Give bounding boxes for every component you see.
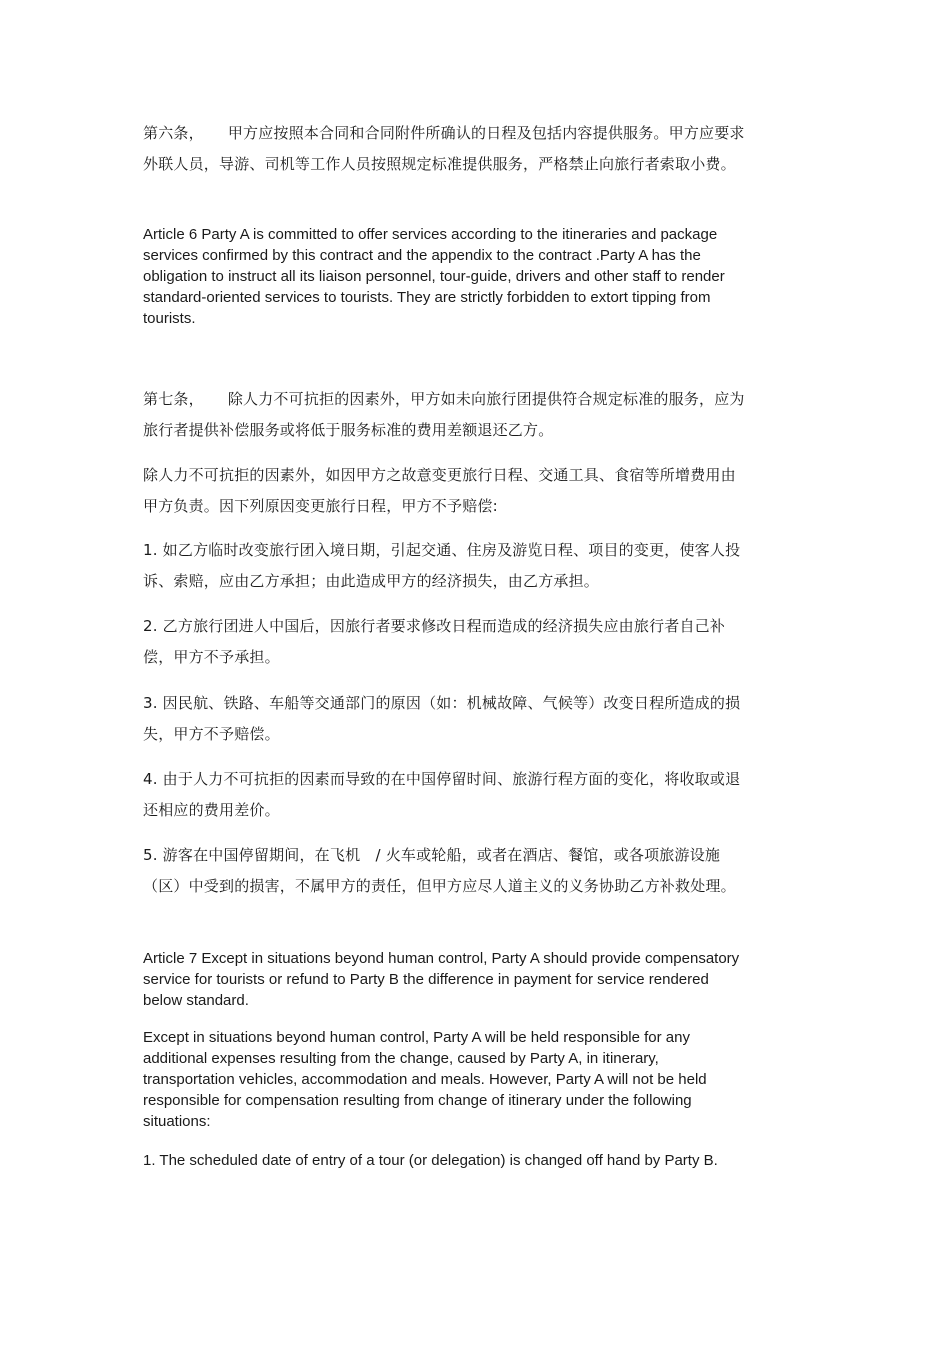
article-7-english: Article 7 Except in situations beyond human control, Party A should provide compensatory service for tourists or refund to Party B the difference in payment for service rendered below standard. xyxy=(143,950,740,1009)
article-7-chinese-text: 除人力不可抗拒的因素外，甲方如未向旅行团提供符合规定标准的服务，应为旅行者提供补偿服务或将低于服务标准的费用差额退还乙方。 xyxy=(143,390,745,439)
article-6-chinese-label: 第六条， xyxy=(143,124,204,142)
article-7-english-item-1: 1. The scheduled date of entry of a tour (or delegation) is changed off hand by Party B. xyxy=(143,1152,718,1169)
article-7-chinese-item-5: 5. 游客在中国停留期间，在飞机 / 火车或轮船，或者在酒店、餐馆，或各项旅游设施（区）中受到的损害，不属甲方的责任，但甲方应尽人道主义的义务协助乙方补救处理。 xyxy=(143,846,736,895)
article-7-chinese-item-2: 2. 乙方旅行团进人中国后，因旅行者要求修改日程而造成的经济损失应由旅行者自己补偿，甲方不予承担。 xyxy=(143,617,726,666)
article-6-chinese xyxy=(143,118,748,180)
article-7-chinese-para-2: 除人力不可抗拒的因素外，如因甲方之故意变更旅行日程、交通工具、食宿等所增费用由甲方负责。因下列原因变更旅行日程，甲方不予赔偿: xyxy=(143,466,736,515)
article-7-chinese-item-1: 1. 如乙方临时改变旅行团入境日期，引起交通、住房及游览日程、项目的变更，使客人投诉、索赔，应由乙方承担；由此造成甲方的经济损失，由乙方承担。 xyxy=(143,541,741,590)
article-7-chinese-item-4: 4. 由于人力不可抗拒的因素而导致的在中国停留时间、旅游行程方面的变化，将收取或退还相应的费用差价。 xyxy=(143,770,741,819)
article-7-english-para-2: Except in situations beyond human control, Party A will be held responsible for any additional expenses resulting from the change, caused by Party A, in itinerary, transportation vehicles, accommodation and meals. However, Party A will not be held responsible for compensation resulting from change of itinerary under the following situations: xyxy=(143,1029,707,1130)
article-7-chinese-label: 第七条， xyxy=(143,390,204,408)
article-6-chinese-text: 甲方应按照本合同和合同附件所确认的日程及包括内容提供服务。甲方应要求外联人员，导游、司机等工作人员按照规定标准提供服务，严格禁止向旅行者索取小费。 xyxy=(143,124,745,173)
article-6-english: Article 6 Party A is committed to offer services according to the itineraries and package services confirmed by this contract and the appendix to the contract .Party A has the obligation to instruct all its liaison personnel, tour-guide, drivers and other staff to render standard-oriented services to tourists. They are strictly forbidden to extort tipping from tourists. xyxy=(143,226,725,327)
article-7-chinese-item-3: 3. 因民航、铁路、车船等交通部门的原因（如：机械故障、气候等）改变日程所造成的损失，甲方不予赔偿。 xyxy=(143,694,741,743)
article-7-chinese xyxy=(143,384,748,446)
